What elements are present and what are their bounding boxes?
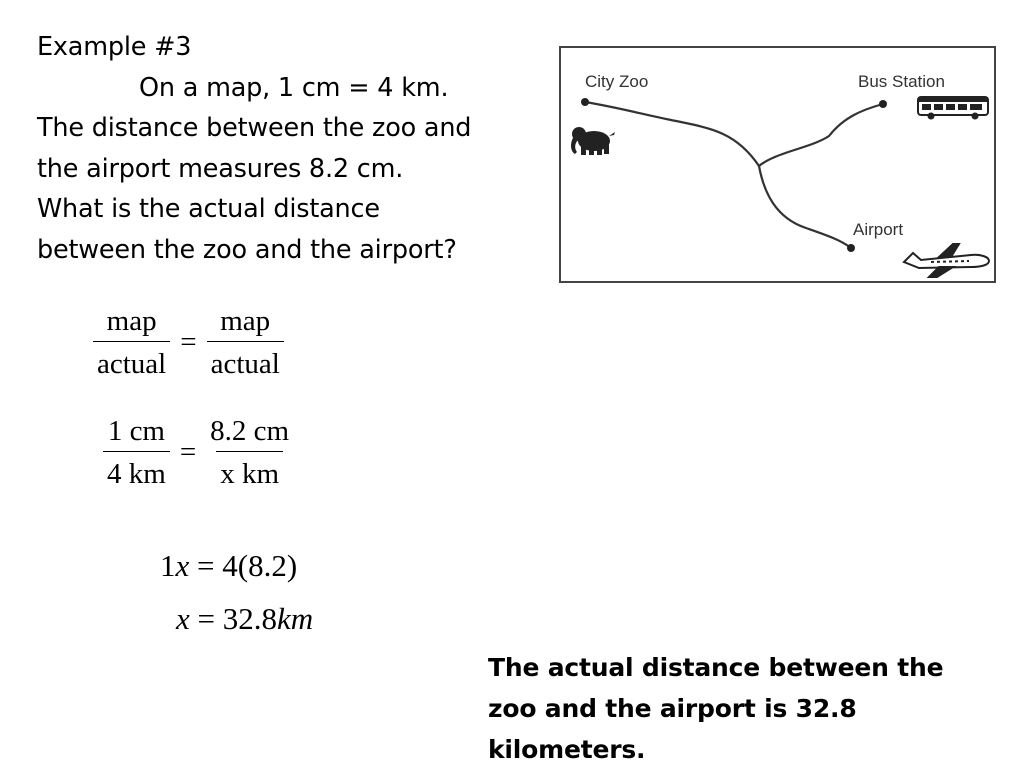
elephant-icon	[571, 127, 615, 155]
unit-km: km	[277, 601, 314, 636]
bus-icon	[918, 97, 988, 120]
label-airport: Airport	[853, 220, 904, 239]
problem-line: between the zoo and the airport?	[37, 234, 457, 265]
solve-step-2	[176, 601, 313, 637]
answer-line: The actual distance between the	[488, 653, 944, 682]
problem-line: What is the actual distance	[37, 194, 380, 224]
label-city-zoo: City Zoo	[585, 72, 649, 91]
zoo-point	[581, 98, 589, 106]
denominator: actual	[207, 341, 284, 380]
problem-line: The distance between the zoo and	[37, 113, 472, 143]
label-bus-station: Bus Station	[858, 72, 945, 91]
road-junction-airport	[759, 166, 851, 248]
proportion-template	[93, 305, 284, 380]
rhs: = 4(8.2)	[197, 548, 298, 583]
equals-sign: =	[179, 436, 197, 468]
numerator: 8.2 cm	[210, 415, 290, 447]
answer-line: kilometers.	[488, 735, 646, 764]
variable-x: x	[175, 548, 190, 583]
solve-step-1	[160, 548, 297, 584]
fraction-right	[207, 305, 284, 380]
problem-line-scale: On a map, 1 cm = 4 km.	[139, 72, 449, 103]
fraction-left	[93, 305, 170, 380]
numerator: map	[220, 305, 271, 337]
road-zoo-junction	[585, 102, 759, 166]
proportion-values	[103, 415, 293, 490]
numerator: map	[106, 305, 157, 337]
coefficient: 1	[160, 548, 176, 583]
denominator: 4 km	[103, 451, 170, 490]
problem-text	[37, 27, 527, 270]
map-figure	[559, 46, 996, 283]
numerator: 1 cm	[107, 415, 165, 447]
answer-text	[488, 647, 1008, 770]
problem-line: the airport measures 8.2 cm.	[37, 153, 404, 184]
denominator: actual	[93, 341, 170, 380]
answer-line: zoo and the airport is 32.8	[488, 694, 857, 723]
airport-point	[847, 244, 855, 252]
bus-point	[879, 100, 887, 108]
road-junction-bus	[759, 104, 883, 166]
fraction-left	[103, 415, 170, 490]
airplane-icon	[904, 244, 989, 277]
fraction-right	[206, 415, 293, 490]
problem-title: Example #3	[37, 32, 192, 62]
denominator: x km	[216, 451, 283, 490]
variable-x: x	[176, 601, 190, 636]
rhs: = 32.8	[197, 601, 277, 636]
equals-sign: =	[180, 326, 197, 358]
